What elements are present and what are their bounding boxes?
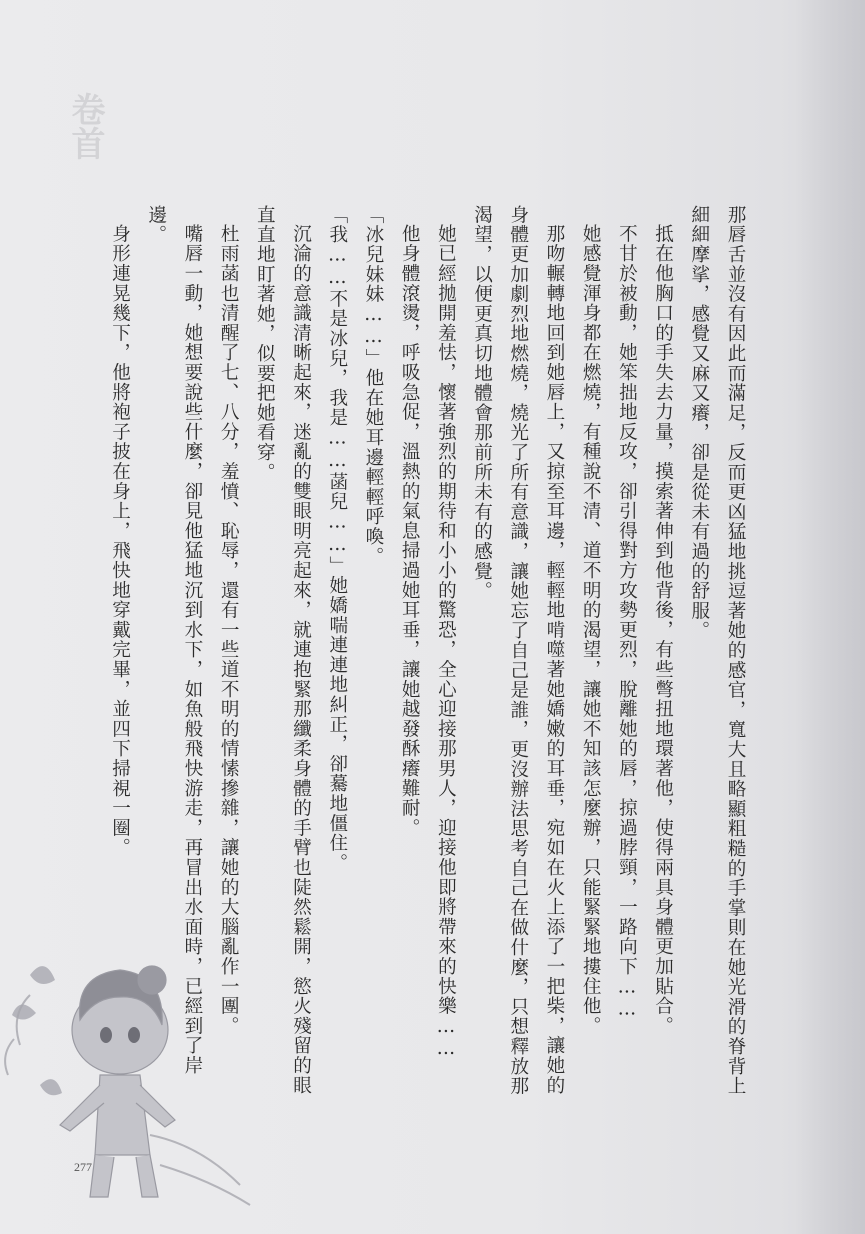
spine-shadow	[795, 0, 865, 1234]
chibi-character-illustration	[0, 935, 260, 1215]
paragraph-13: 身形連晃幾下，他將袍子披在身上，飛快地穿戴完畢，並四下掃視一圈。	[109, 223, 131, 858]
paragraph-11: 杜雨菡也清醒了七、八分，羞憤、恥辱，還有一些道不明的情愫摻雜，讓她的大腦亂作一團。	[218, 223, 240, 1036]
paragraph-1: 那唇舌並沒有因此而滿足，反而更凶猛地挑逗著她的感官，寬大且略顯粗糙的手掌則在她光滑的脊背上細細摩挲，感覺又麻又癢，卻是從未有過的舒服。	[688, 205, 746, 1096]
paragraph-10: 沉淪的意識清晰起來，迷亂的雙眼明亮起來，就連抱緊那纖柔身體的手臂也陡然鬆開，慾火殘留的眼直直地盯著她，似要把她看穿。	[254, 205, 312, 1095]
page-number: 277	[74, 1160, 92, 1174]
faint-watermark-title: 卷首	[65, 92, 105, 160]
paragraph-8: 「冰兒妹妹……」他在她耳邊輕輕呼喚。	[362, 205, 384, 567]
paragraph-9: 「我……不是冰兒，我是……菡兒……」她嬌喘連連地糾正，卻驀地僵住。	[326, 205, 348, 873]
paragraph-5: 那吻輾轉地回到她唇上，又掠至耳邊，輕輕地啃噬著她嬌嫩的耳垂，宛如在火上添了一把柴，讓她的身體更加劇烈地燃燒，燒光了所有意識，讓她忘了自己是誰，更沒辦法思考自己在做什麼，只想釋放那渴望，以便更真切地體會那前所未有的感覺。	[471, 205, 565, 1096]
paragraph-7: 他身體滾燙，呼吸急促，溫熱的氣息掃過她耳垂，讓她越發酥癢難耐。	[399, 223, 421, 838]
paragraph-6: 她已經拋開羞怯，懷著強烈的期待和小小的驚恐，全心迎接那男人，迎接他即將帶來的快樂……	[435, 223, 457, 1060]
paragraph-3: 不甘於被動，她笨拙地反攻，卻引得對方攻勢更烈，脫離她的唇，掠過脖頸，一路向下……	[616, 223, 638, 1021]
paragraph-2: 抵在他胸口的手失去力量，摸索著伸到他背後，有些彆扭地環著他，使得兩具身體更加貼合。	[652, 223, 674, 1036]
paragraph-4: 她感覺渾身都在燃燒，有種說不清、道不明的渴望，讓她不知該怎麼辦，只能緊緊地摟住他。	[580, 223, 602, 1036]
paragraph-12: 嘴唇一動，她想要說些什麼，卻見他猛地沉到水下，如魚般飛快游走，再冒出水面時，已經到了岸邊。	[145, 205, 203, 1075]
